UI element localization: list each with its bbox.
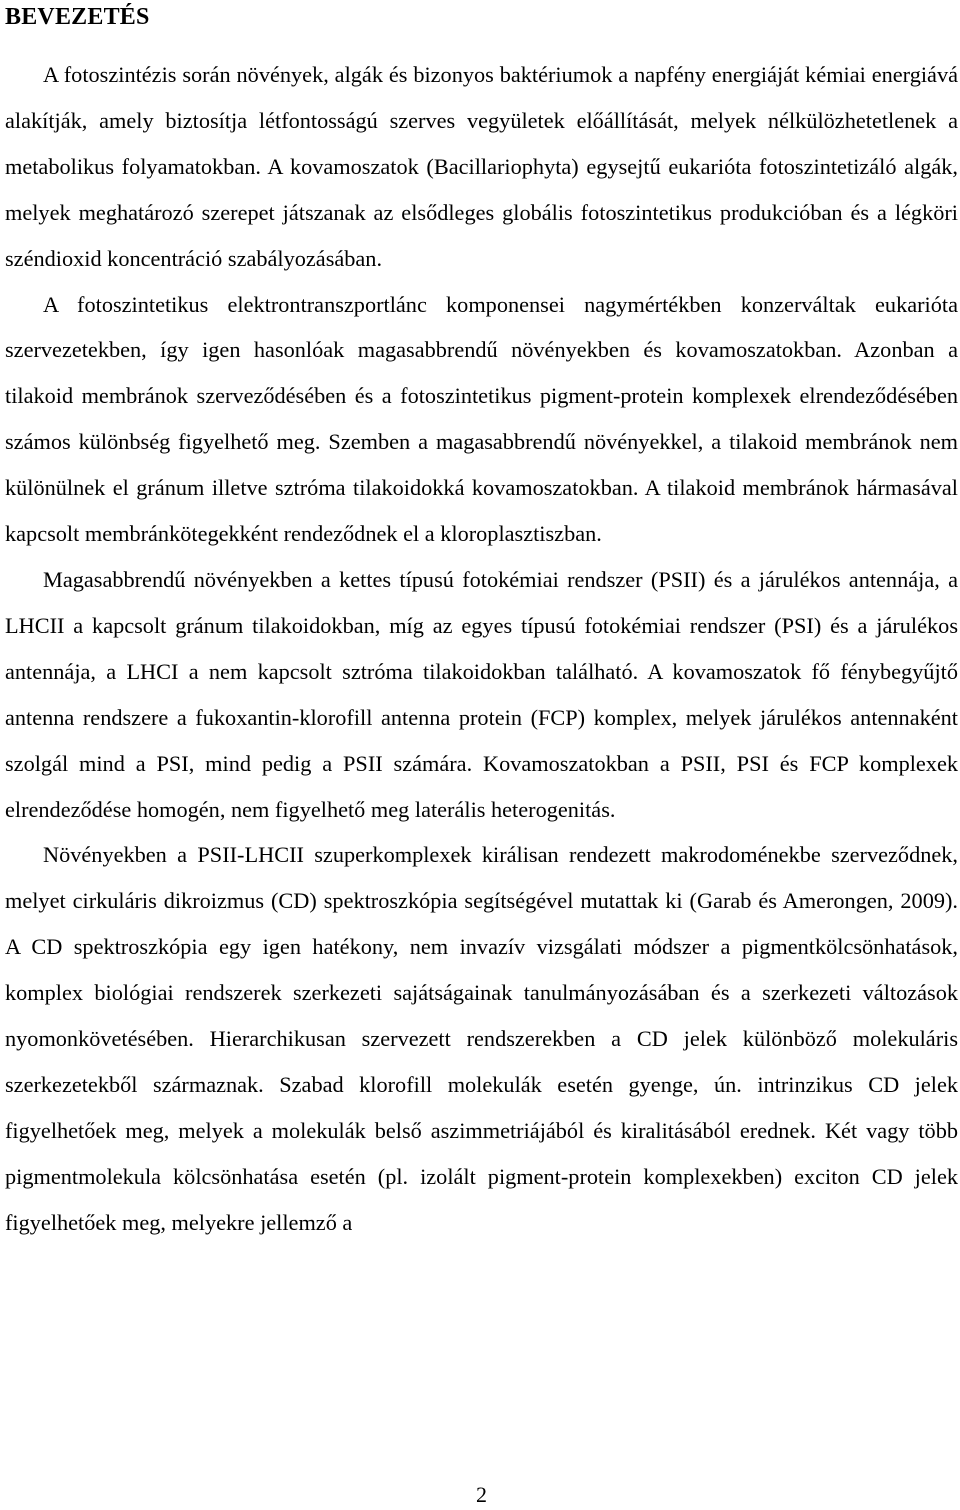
body-text bbox=[5, 52, 958, 1246]
paragraph-electron-transport: A fotoszintetikus elektrontranszportlánc komponensei nagymértékben konzerváltak eukarióta szervezetekben, így igen hasonlóak magasabbrendű növényekben és kovamoszatokban. Azonban a tilakoid membránok szerveződésében és a fotoszintetikus pigment-protein komplexek elrendeződésében számos különbség figyelhető meg. Szemben a magasabbrendű növényekkel, a tilakoid membránok nem különülnek el gránum illetve sztróma tilakoidokká kovamoszatokban. A tilakoid membránok hármasával kapcsolt membránkötegekként rendeződnek el a kloroplasztiszban. bbox=[5, 291, 958, 547]
page-number: 2 bbox=[476, 1482, 487, 1507]
document-page bbox=[5, 0, 958, 1510]
section-heading: BEVEZETÉS bbox=[5, 4, 150, 30]
paragraph-intro: A fotoszintézis során növények, algák és bizonyos baktériumok a napfény energiáját kémiai energiává alakítják, amely biztosítja létfontosságú szerves vegyületek előállítását, melyek nélkülözhetetlenek a metabolikus folyamatokban. A kovamoszatok (Bacillariophyta) egysejtű eukarióta fotoszintetizáló algák, melyek meghatározó szerepet játszanak az elsődleges globális fotoszintetikus produkcióban és a légköri széndioxid koncentráció szabályozásában. bbox=[5, 62, 958, 271]
paragraph-cd-spectroscopy: Növényekben a PSII-LHCII szuperkomplexek királisan rendezett makrodoménekbe szerveződnek, melyet cirkuláris dikroizmus (CD) spektroszkópia segítségével mutattak ki (Garab és Amerongen, 2009). A CD spektroszkópia egy igen hatékony, nem invazív vizsgálati módszer a pigmentkölcsönhatások, komplex biológiai rendszerek szerkezeti sajátságainak tanulmányozásában és a szerkezeti változások nyomonkövetésében. Hierarchikusan szervezett rendszerekben a CD jelek különböző molekuláris szerkezetekből származnak. Szabad klorofill molekulák esetén gyenge, ún. intrinzikus CD jelek figyelhetőek meg, melyek a molekulák belső aszimmetriájából és kiralitásából erednek. Két vagy több pigmentmolekula kölcsönhatása esetén (pl. izolált pigment-protein komplexekben) exciton CD jelek figyelhetőek meg, melyekre jellemző a bbox=[5, 842, 958, 1235]
paragraph-photosystems: Magasabbrendű növényekben a kettes típusú fotokémiai rendszer (PSII) és a járulékos antennája, a LHCII a kapcsolt gránum tilakoidokban, míg az egyes típusú fotokémiai rendszer (PSI) és a járulékos antennája, a LHCI a nem kapcsolt sztróma tilakoidokban található. A kovamoszatok fő fénybegyűjtő antenna rendszere a fukoxantin-klorofill antenna protein (FCP) komplex, melyek járulékos antennaként szolgál mind a PSI, mind pedig a PSII számára. Kovamoszatokban a PSII, PSI és FCP komplexek elrendeződése homogén, nem figyelhető meg laterális heterogenitás. bbox=[5, 566, 958, 822]
